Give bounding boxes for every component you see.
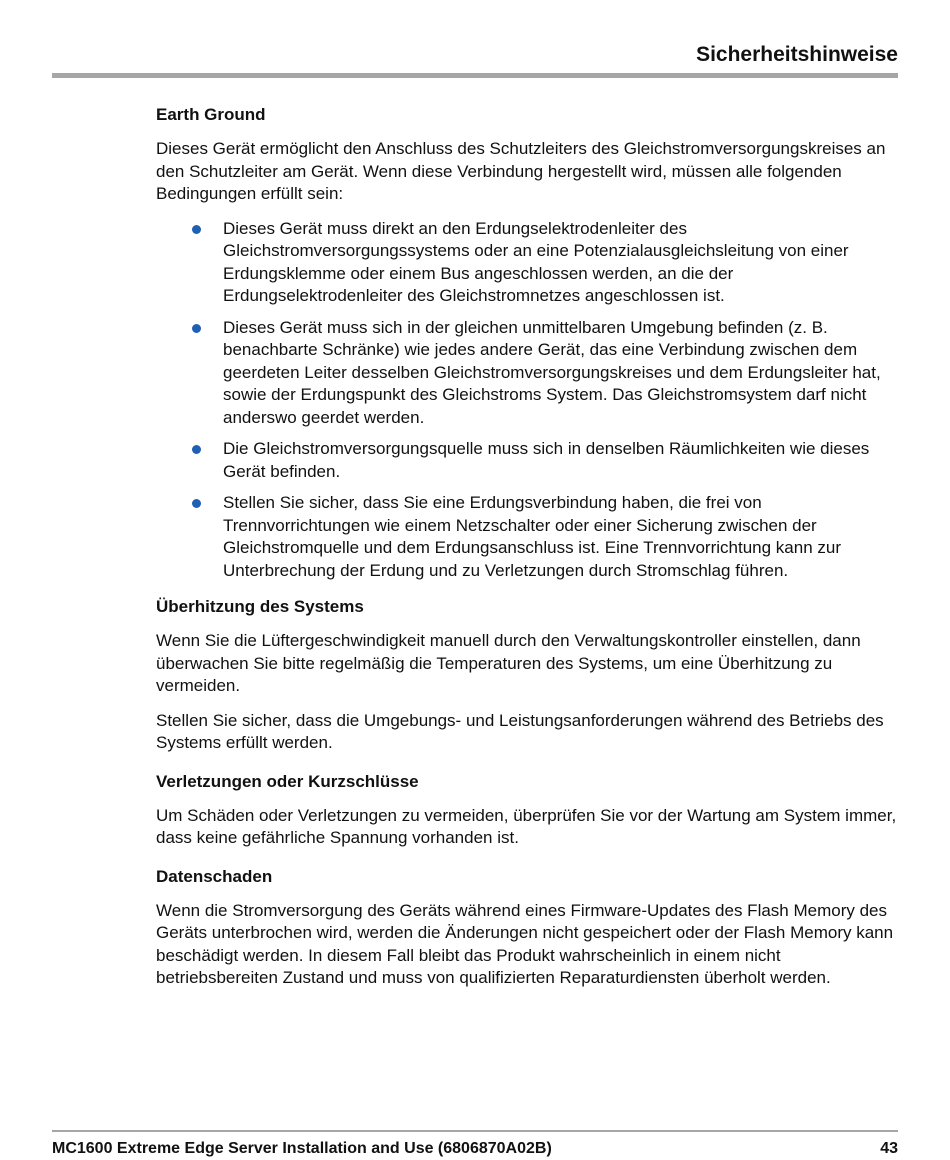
bullet-icon (192, 324, 201, 333)
document-body (156, 104, 898, 1006)
list-item-text: Dieses Gerät muss direkt an den Erdungselektrodenleiter des Gleichstromversorgungssystems oder an eine Potenzialausgleichsleitung von einer Erdungsklemme oder einem Bus angeschlossen werden, an die der Erdungselektrodenleiter des Gleichstromnetzes angeschlossen ist. (223, 218, 849, 305)
paragraph: Wenn die Stromversorgung des Geräts während eines Firmware-Updates des Flash Memory des Geräts unterbrochen wird, werden die Änderungen nicht gespeichert oder der Flash Memory kann beschädigt werden. In diesem Fall bleibt das Produkt wahrscheinlich in einem nicht betriebsbereiten Zustand und muss von qualifizierten Reparaturdiensten überholt werden. (156, 900, 894, 987)
page-number: 43 (880, 1140, 898, 1157)
paragraph: Stellen Sie sicher, dass die Umgebungs- und Leistungsanforderungen während des Betriebs des Systems erfüllt werden. (156, 710, 884, 752)
bullet-icon (192, 499, 201, 508)
bullet-list (156, 218, 898, 583)
list-item (156, 317, 898, 430)
list-item (156, 438, 898, 483)
list-item-text: Die Gleichstromversorgungsquelle muss sich in denselben Räumlichkeiten wie dieses Gerät befinden. (223, 439, 870, 481)
footer-document-title: MC1600 Extreme Edge Server Installation and Use (6806870A02B) (52, 1140, 552, 1157)
section-earth-ground (156, 104, 898, 582)
section-heading: Datenschaden (156, 866, 273, 886)
section-heading: Verletzungen oder Kurzschlüsse (156, 771, 419, 791)
paragraph: Um Schäden oder Verletzungen zu vermeiden, überprüfen Sie vor der Wartung am System immer, dass keine gefährliche Spannung vorhanden ist. (156, 805, 897, 847)
header-divider (52, 73, 898, 78)
paragraph: Wenn Sie die Lüftergeschwindigkeit manuell durch den Verwaltungskontroller einstellen, dann überwachen Sie bitte regelmäßig die Temperaturen des Systems, um eine Überhitzung zu vermeiden. (156, 631, 861, 695)
list-item (156, 492, 898, 582)
page-footer (52, 1130, 898, 1160)
section-injuries-short-circuits (156, 771, 898, 850)
section-data-damage (156, 866, 898, 990)
section-overheating (156, 596, 898, 755)
list-item (156, 218, 898, 308)
paragraph: Dieses Gerät ermöglicht den Anschluss des Schutzleiters des Gleichstromversorgungskreises an den Schutzleiter am Gerät. Wenn diese Verbindung hergestellt wird, müssen alle folgenden Bedingungen erfüllt sein: (156, 139, 886, 203)
page-header (52, 40, 898, 78)
bullet-icon (192, 225, 201, 234)
list-item-text: Stellen Sie sicher, dass Sie eine Erdungsverbindung haben, die frei von Trennvorrichtungen wie einem Netzschalter oder einer Sicherung zwischen der Gleichstromquelle und dem Erdungsanschluss ist. Eine Trennvorrichtung kann zur Unterbrechung der Erdung und zu Verletzungen durch Stromschlag führen. (223, 493, 841, 580)
section-heading: Earth Ground (156, 105, 266, 124)
footer-row (52, 1138, 898, 1160)
footer-divider (52, 1130, 898, 1132)
bullet-icon (192, 445, 201, 454)
list-item-text: Dieses Gerät muss sich in der gleichen unmittelbaren Umgebung befinden (z. B. benachbarte Schränke) wie jedes andere Gerät, das eine Verbindung zwischen dem geerdeten Leiter desselben Gleichstromversorgungskreises und dem Erdungsleiter hat, sowie der Erdungspunkt des Gleichstroms System. Das Gleichstromsystem darf nicht anderswo geerdet werden. (223, 317, 881, 427)
section-heading: Überhitzung des Systems (156, 597, 364, 616)
page-header-title: Sicherheitshinweise (696, 43, 898, 66)
